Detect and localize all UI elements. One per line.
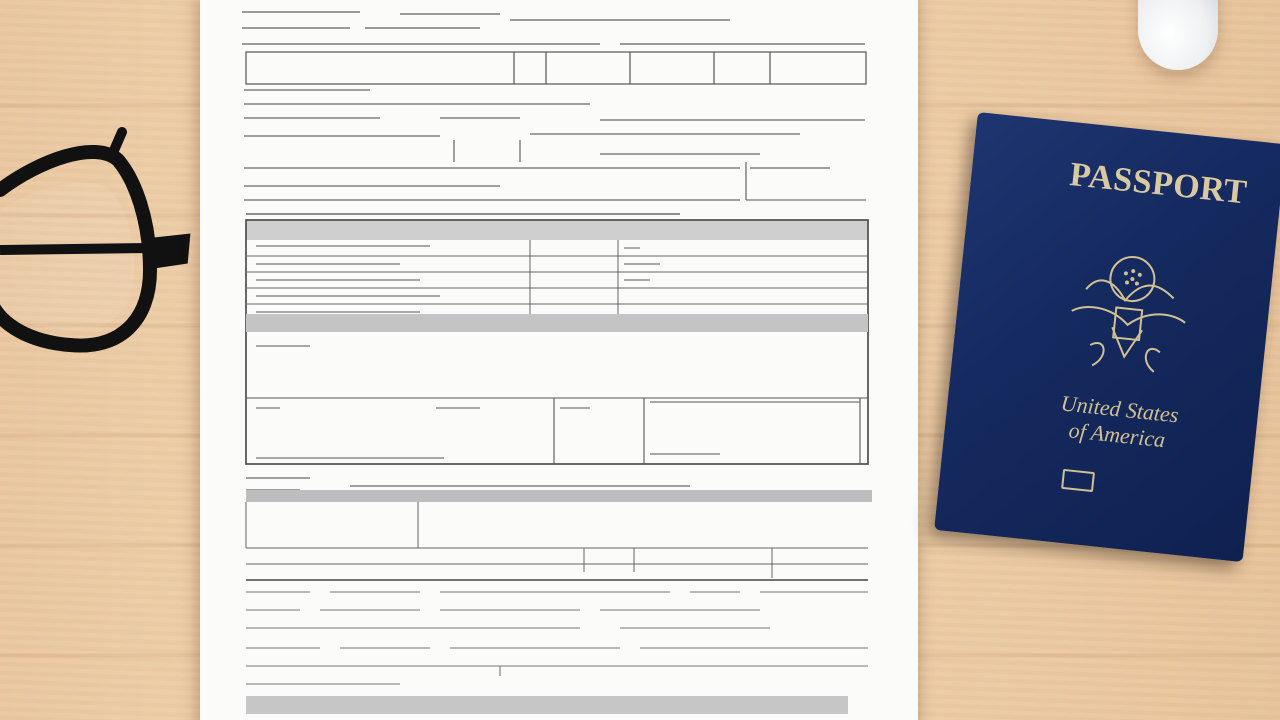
eagle-seal-icon (1046, 231, 1211, 396)
passport-issuer (1036, 388, 1201, 456)
passport-issuer-line-2: of America (1067, 417, 1167, 453)
eyeglasses (0, 120, 200, 360)
application-form (200, 0, 918, 720)
passport-issuer-line-1: United States (1059, 390, 1180, 428)
passport-title: PASSPORT (1068, 156, 1249, 212)
passport (934, 112, 1280, 562)
coffee-mug (1138, 0, 1218, 70)
biometric-chip-icon (1061, 469, 1095, 492)
